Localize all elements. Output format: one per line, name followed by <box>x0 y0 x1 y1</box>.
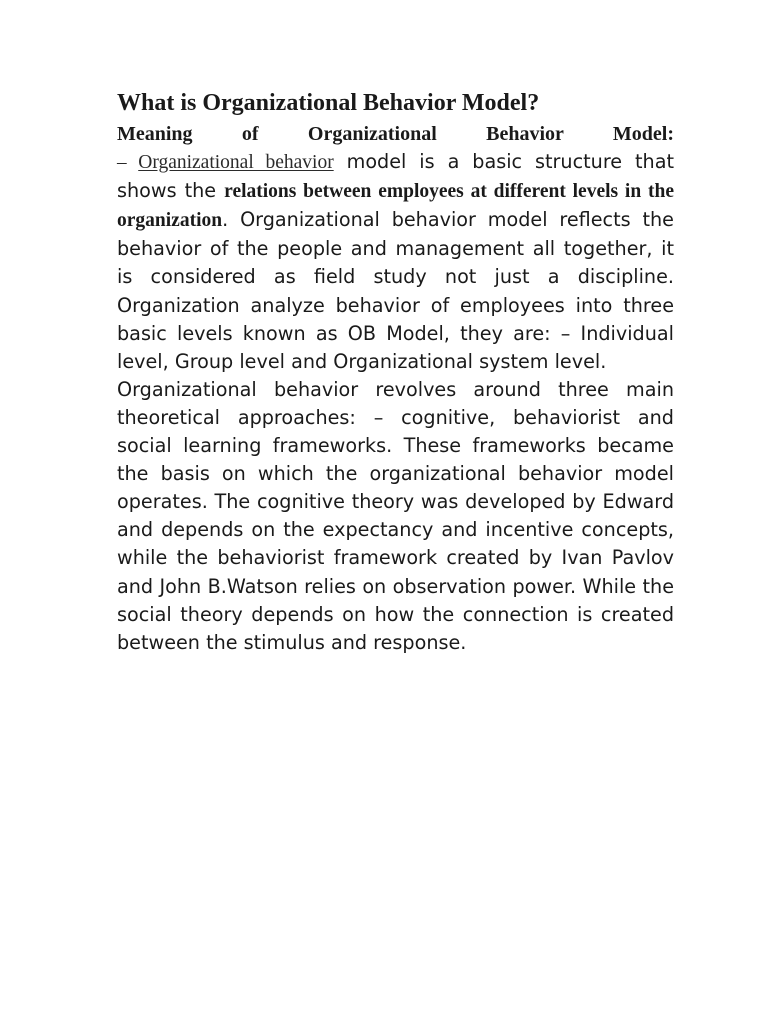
meaning-heading-colon: : <box>667 123 674 145</box>
meaning-heading-text: Meaning of Organizational Behavior Model <box>117 123 668 145</box>
dash-prefix: – <box>117 152 139 174</box>
paragraph-meaning <box>117 120 674 376</box>
organizational-behavior-link[interactable]: Organizational behavior <box>138 152 334 174</box>
paragraph-meaning-text-a: model is a basic structure that shows the <box>117 150 674 203</box>
document-body <box>117 86 674 657</box>
paragraph-meaning-bold: relations between employees at different levels in the organization <box>117 181 674 232</box>
meaning-heading <box>117 120 674 148</box>
paragraph-meaning-text-b: . Organizational behavior model reflects the behavior of the people and management all together, it is considered as field study not just a discipline. Organization analyze behavior of employees into three basic levels known as OB Model, they are: – Individual level, Group level and Organizational system level. <box>117 208 674 373</box>
paragraph-approaches: Organizational behavior revolves around three main theoretical approaches: – cognitive, behaviorist and social learning frameworks. These frameworks became the basis on which the organizational behavior model operates. The cognitive theory was developed by Edward and depends on the expectancy and incentive concepts, while the behaviorist framework created by Ivan Pavlov and John B.Watson relies on observation power. While the social theory depends on how the connection is created between the stimulus and response. <box>117 377 674 654</box>
document-title: What is Organizational Behavior Model? <box>117 90 540 116</box>
